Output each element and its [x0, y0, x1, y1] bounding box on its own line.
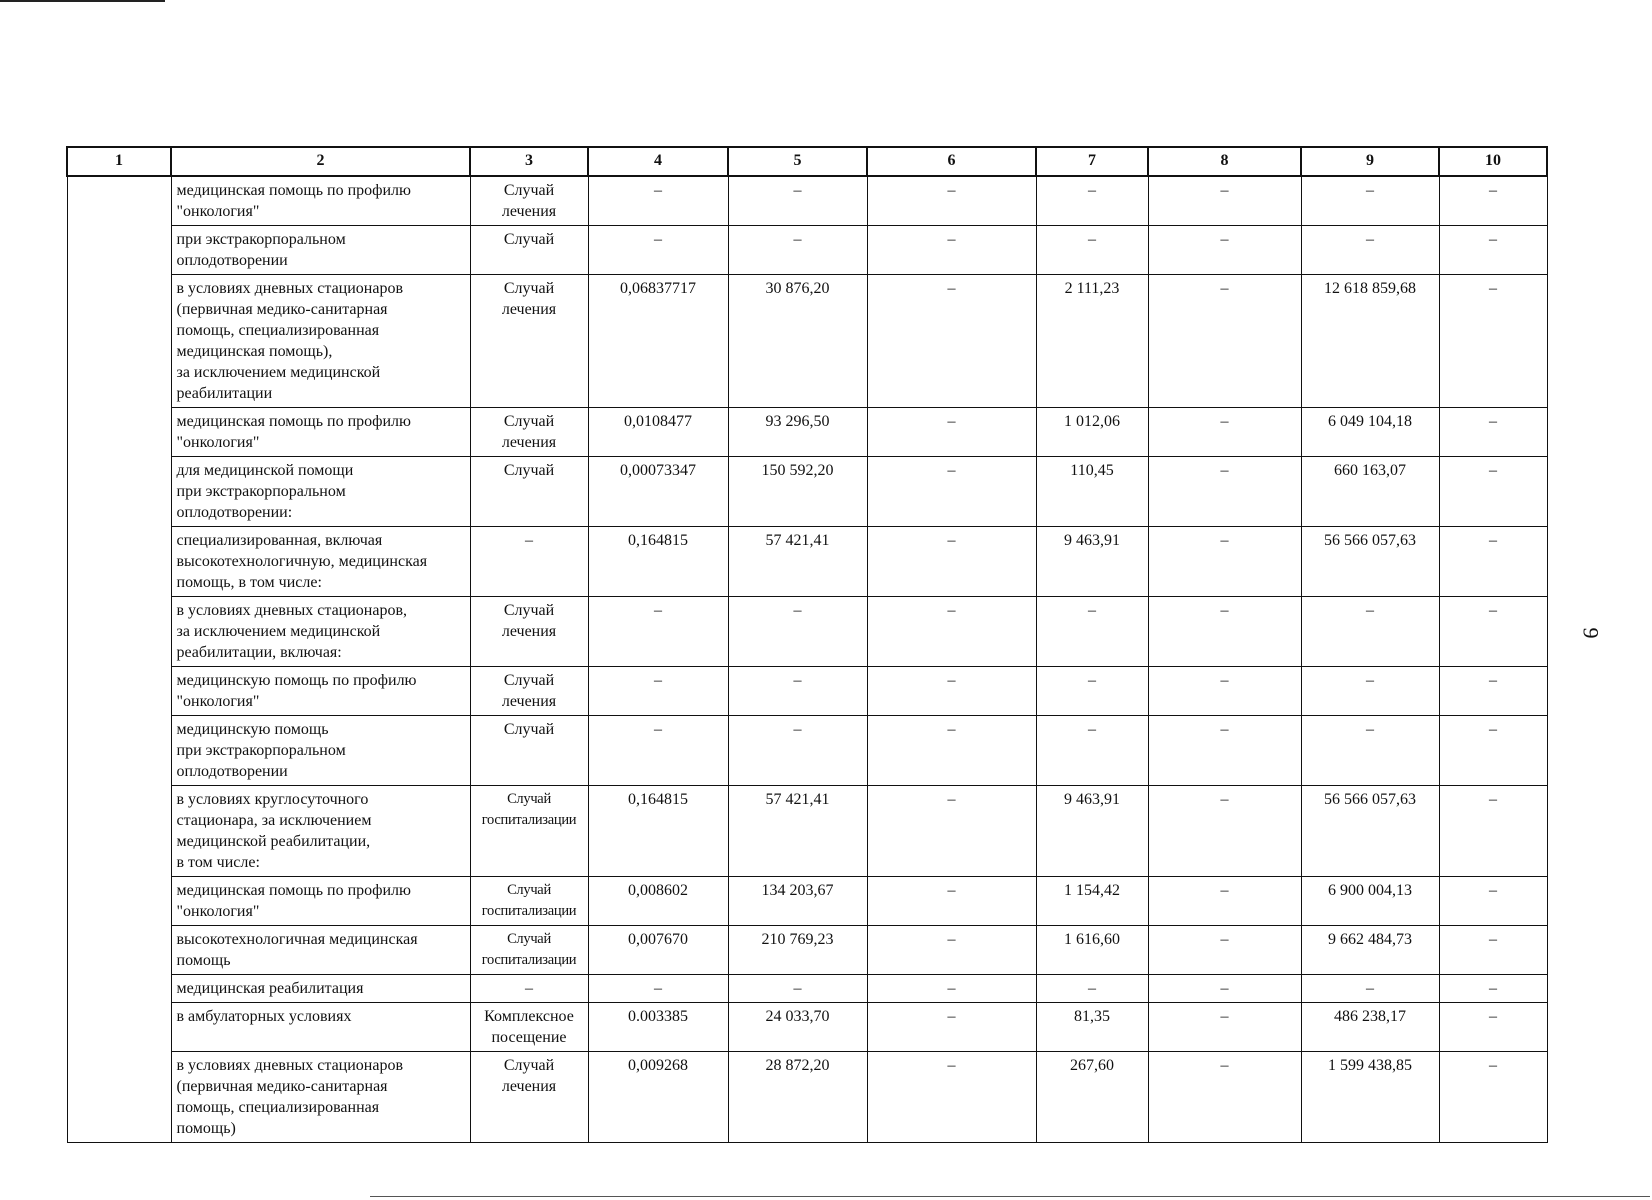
value-cell-col4: –: [588, 226, 728, 275]
value-cell-col5: 57 421,41: [728, 527, 867, 597]
value-cell-col9: 660 163,07: [1301, 457, 1439, 527]
column-header: 2: [171, 147, 470, 176]
value-cell-col8: –: [1148, 786, 1301, 877]
data-table: [66, 146, 1548, 1143]
value-cell-col8: –: [1148, 176, 1301, 226]
row-label: медицинская помощь по профилю "онкология": [171, 176, 470, 226]
table-row: [67, 527, 1547, 597]
column-header: 3: [470, 147, 588, 176]
unit-cell: Случай лечения: [470, 176, 588, 226]
value-cell-col8: –: [1148, 926, 1301, 975]
value-cell-col8: –: [1148, 975, 1301, 1003]
value-cell-col6: –: [867, 176, 1036, 226]
unit-cell: Случай лечения: [470, 597, 588, 667]
value-cell-col8: –: [1148, 275, 1301, 408]
row-label: в условиях дневных стационаров, за исключением медицинской реабилитации, включая:: [171, 597, 470, 667]
value-cell-col9: 6 049 104,18: [1301, 408, 1439, 457]
value-cell-col8: –: [1148, 226, 1301, 275]
value-cell-col6: –: [867, 1003, 1036, 1052]
value-cell-col6: –: [867, 408, 1036, 457]
value-cell-col9: 1 599 438,85: [1301, 1052, 1439, 1143]
value-cell-col4: –: [588, 176, 728, 226]
row-group-cell: [67, 176, 171, 1143]
value-cell-col4: –: [588, 597, 728, 667]
value-cell-col4: 0.003385: [588, 1003, 728, 1052]
value-cell-col10: –: [1439, 226, 1547, 275]
unit-cell: Случай: [470, 716, 588, 786]
column-header: 5: [728, 147, 867, 176]
value-cell-col4: –: [588, 975, 728, 1003]
value-cell-col10: –: [1439, 275, 1547, 408]
table-row: [67, 226, 1547, 275]
value-cell-col5: 134 203,67: [728, 877, 867, 926]
unit-cell: Случай госпитализации: [470, 877, 588, 926]
value-cell-col6: –: [867, 716, 1036, 786]
value-cell-col8: –: [1148, 1052, 1301, 1143]
value-cell-col8: –: [1148, 527, 1301, 597]
value-cell-col7: 1 154,42: [1036, 877, 1148, 926]
value-cell-col5: 30 876,20: [728, 275, 867, 408]
row-label: медицинская помощь по профилю "онкология": [171, 408, 470, 457]
value-cell-col10: –: [1439, 408, 1547, 457]
unit-cell: Случай лечения: [470, 667, 588, 716]
value-cell-col6: –: [867, 527, 1036, 597]
value-cell-col5: –: [728, 667, 867, 716]
scan-edge-mark: [0, 0, 165, 2]
value-cell-col10: –: [1439, 975, 1547, 1003]
value-cell-col7: –: [1036, 716, 1148, 786]
row-label: специализированная, включая высокотехнологичную, медицинская помощь, в том числе:: [171, 527, 470, 597]
row-label: в условиях дневных стационаров (первичная медико-санитарная помощь, специализированная медицинская помощь), за исключением медицинской реабилитации: [171, 275, 470, 408]
value-cell-col6: –: [867, 877, 1036, 926]
value-cell-col4: 0,00073347: [588, 457, 728, 527]
row-label: медицинская помощь по профилю "онкология": [171, 877, 470, 926]
row-label: при экстракорпоральном оплодотворении: [171, 226, 470, 275]
value-cell-col7: 1 012,06: [1036, 408, 1148, 457]
row-label: в условиях круглосуточного стационара, за исключением медицинской реабилитации, в том числе:: [171, 786, 470, 877]
row-label: медицинская реабилитация: [171, 975, 470, 1003]
table-row: [67, 1003, 1547, 1052]
value-cell-col6: –: [867, 786, 1036, 877]
unit-cell: –: [470, 975, 588, 1003]
page-number: 9: [1578, 627, 1604, 639]
value-cell-col7: 81,35: [1036, 1003, 1148, 1052]
value-cell-col5: 150 592,20: [728, 457, 867, 527]
value-cell-col7: –: [1036, 975, 1148, 1003]
row-label: в амбулаторных условиях: [171, 1003, 470, 1052]
value-cell-col7: 2 111,23: [1036, 275, 1148, 408]
value-cell-col9: –: [1301, 176, 1439, 226]
value-cell-col10: –: [1439, 786, 1547, 877]
unit-cell: Случай госпитализации: [470, 926, 588, 975]
value-cell-col9: –: [1301, 226, 1439, 275]
value-cell-col4: 0,164815: [588, 527, 728, 597]
value-cell-col9: –: [1301, 716, 1439, 786]
unit-cell: Комплексное посещение: [470, 1003, 588, 1052]
value-cell-col5: 93 296,50: [728, 408, 867, 457]
row-label: медицинскую помощь по профилю "онкология": [171, 667, 470, 716]
value-cell-col7: 267,60: [1036, 1052, 1148, 1143]
value-cell-col7: 110,45: [1036, 457, 1148, 527]
value-cell-col6: –: [867, 926, 1036, 975]
table-row: [67, 457, 1547, 527]
value-cell-col8: –: [1148, 667, 1301, 716]
value-cell-col8: –: [1148, 597, 1301, 667]
header-row: [67, 147, 1547, 176]
table-row: [67, 176, 1547, 226]
value-cell-col8: –: [1148, 716, 1301, 786]
column-header: 1: [67, 147, 171, 176]
value-cell-col10: –: [1439, 1052, 1547, 1143]
value-cell-col6: –: [867, 275, 1036, 408]
value-cell-col10: –: [1439, 667, 1547, 716]
value-cell-col4: 0,007670: [588, 926, 728, 975]
value-cell-col8: –: [1148, 877, 1301, 926]
unit-cell: Случай лечения: [470, 275, 588, 408]
unit-cell: Случай лечения: [470, 408, 588, 457]
table-row: [67, 275, 1547, 408]
value-cell-col9: 486 238,17: [1301, 1003, 1439, 1052]
value-cell-col10: –: [1439, 926, 1547, 975]
value-cell-col7: –: [1036, 667, 1148, 716]
value-cell-col7: –: [1036, 597, 1148, 667]
value-cell-col6: –: [867, 1052, 1036, 1143]
unit-cell: Случай госпитализации: [470, 786, 588, 877]
value-cell-col5: –: [728, 975, 867, 1003]
value-cell-col5: 28 872,20: [728, 1052, 867, 1143]
table-row: [67, 1052, 1547, 1143]
value-cell-col9: 9 662 484,73: [1301, 926, 1439, 975]
value-cell-col10: –: [1439, 597, 1547, 667]
unit-cell: Случай: [470, 457, 588, 527]
value-cell-col4: –: [588, 716, 728, 786]
value-cell-col6: –: [867, 226, 1036, 275]
value-cell-col7: –: [1036, 176, 1148, 226]
row-label: для медицинской помощи при экстракорпоральном оплодотворении:: [171, 457, 470, 527]
column-header: 9: [1301, 147, 1439, 176]
table-row: [67, 926, 1547, 975]
value-cell-col9: 6 900 004,13: [1301, 877, 1439, 926]
row-label: медицинскую помощь при экстракорпоральном оплодотворении: [171, 716, 470, 786]
value-cell-col9: –: [1301, 597, 1439, 667]
value-cell-col6: –: [867, 597, 1036, 667]
value-cell-col8: –: [1148, 1003, 1301, 1052]
value-cell-col4: 0,164815: [588, 786, 728, 877]
value-cell-col4: –: [588, 667, 728, 716]
value-cell-col5: –: [728, 716, 867, 786]
unit-cell: Случай: [470, 226, 588, 275]
column-header: 4: [588, 147, 728, 176]
value-cell-col10: –: [1439, 176, 1547, 226]
value-cell-col4: 0,008602: [588, 877, 728, 926]
table-row: [67, 975, 1547, 1003]
row-label: в условиях дневных стационаров (первичная медико-санитарная помощь, специализированная помощь): [171, 1052, 470, 1143]
table-row: [67, 408, 1547, 457]
value-cell-col9: 56 566 057,63: [1301, 786, 1439, 877]
value-cell-col4: 0,009268: [588, 1052, 728, 1143]
value-cell-col10: –: [1439, 716, 1547, 786]
value-cell-col10: –: [1439, 457, 1547, 527]
column-header: 8: [1148, 147, 1301, 176]
scan-edge-mark-bottom: [370, 1196, 1650, 1197]
value-cell-col10: –: [1439, 527, 1547, 597]
value-cell-col9: 12 618 859,68: [1301, 275, 1439, 408]
table-row: [67, 716, 1547, 786]
value-cell-col5: –: [728, 176, 867, 226]
value-cell-col4: 0,0108477: [588, 408, 728, 457]
value-cell-col10: –: [1439, 1003, 1547, 1052]
value-cell-col7: 9 463,91: [1036, 786, 1148, 877]
value-cell-col9: –: [1301, 667, 1439, 716]
value-cell-col10: –: [1439, 877, 1547, 926]
value-cell-col6: –: [867, 457, 1036, 527]
value-cell-col7: 9 463,91: [1036, 527, 1148, 597]
column-header: 6: [867, 147, 1036, 176]
value-cell-col5: 24 033,70: [728, 1003, 867, 1052]
value-cell-col9: 56 566 057,63: [1301, 527, 1439, 597]
value-cell-col7: –: [1036, 226, 1148, 275]
table-row: [67, 786, 1547, 877]
row-label: высокотехнологичная медицинская помощь: [171, 926, 470, 975]
table-row: [67, 877, 1547, 926]
value-cell-col8: –: [1148, 457, 1301, 527]
column-header: 7: [1036, 147, 1148, 176]
value-cell-col5: –: [728, 226, 867, 275]
table-row: [67, 597, 1547, 667]
value-cell-col8: –: [1148, 408, 1301, 457]
value-cell-col5: 210 769,23: [728, 926, 867, 975]
value-cell-col5: –: [728, 597, 867, 667]
value-cell-col6: –: [867, 667, 1036, 716]
column-header: 10: [1439, 147, 1547, 176]
table-body: [67, 176, 1547, 1143]
value-cell-col7: 1 616,60: [1036, 926, 1148, 975]
value-cell-col4: 0,06837717: [588, 275, 728, 408]
table-row: [67, 667, 1547, 716]
unit-cell: Случай лечения: [470, 1052, 588, 1143]
value-cell-col6: –: [867, 975, 1036, 1003]
value-cell-col9: –: [1301, 975, 1439, 1003]
unit-cell: –: [470, 527, 588, 597]
value-cell-col5: 57 421,41: [728, 786, 867, 877]
